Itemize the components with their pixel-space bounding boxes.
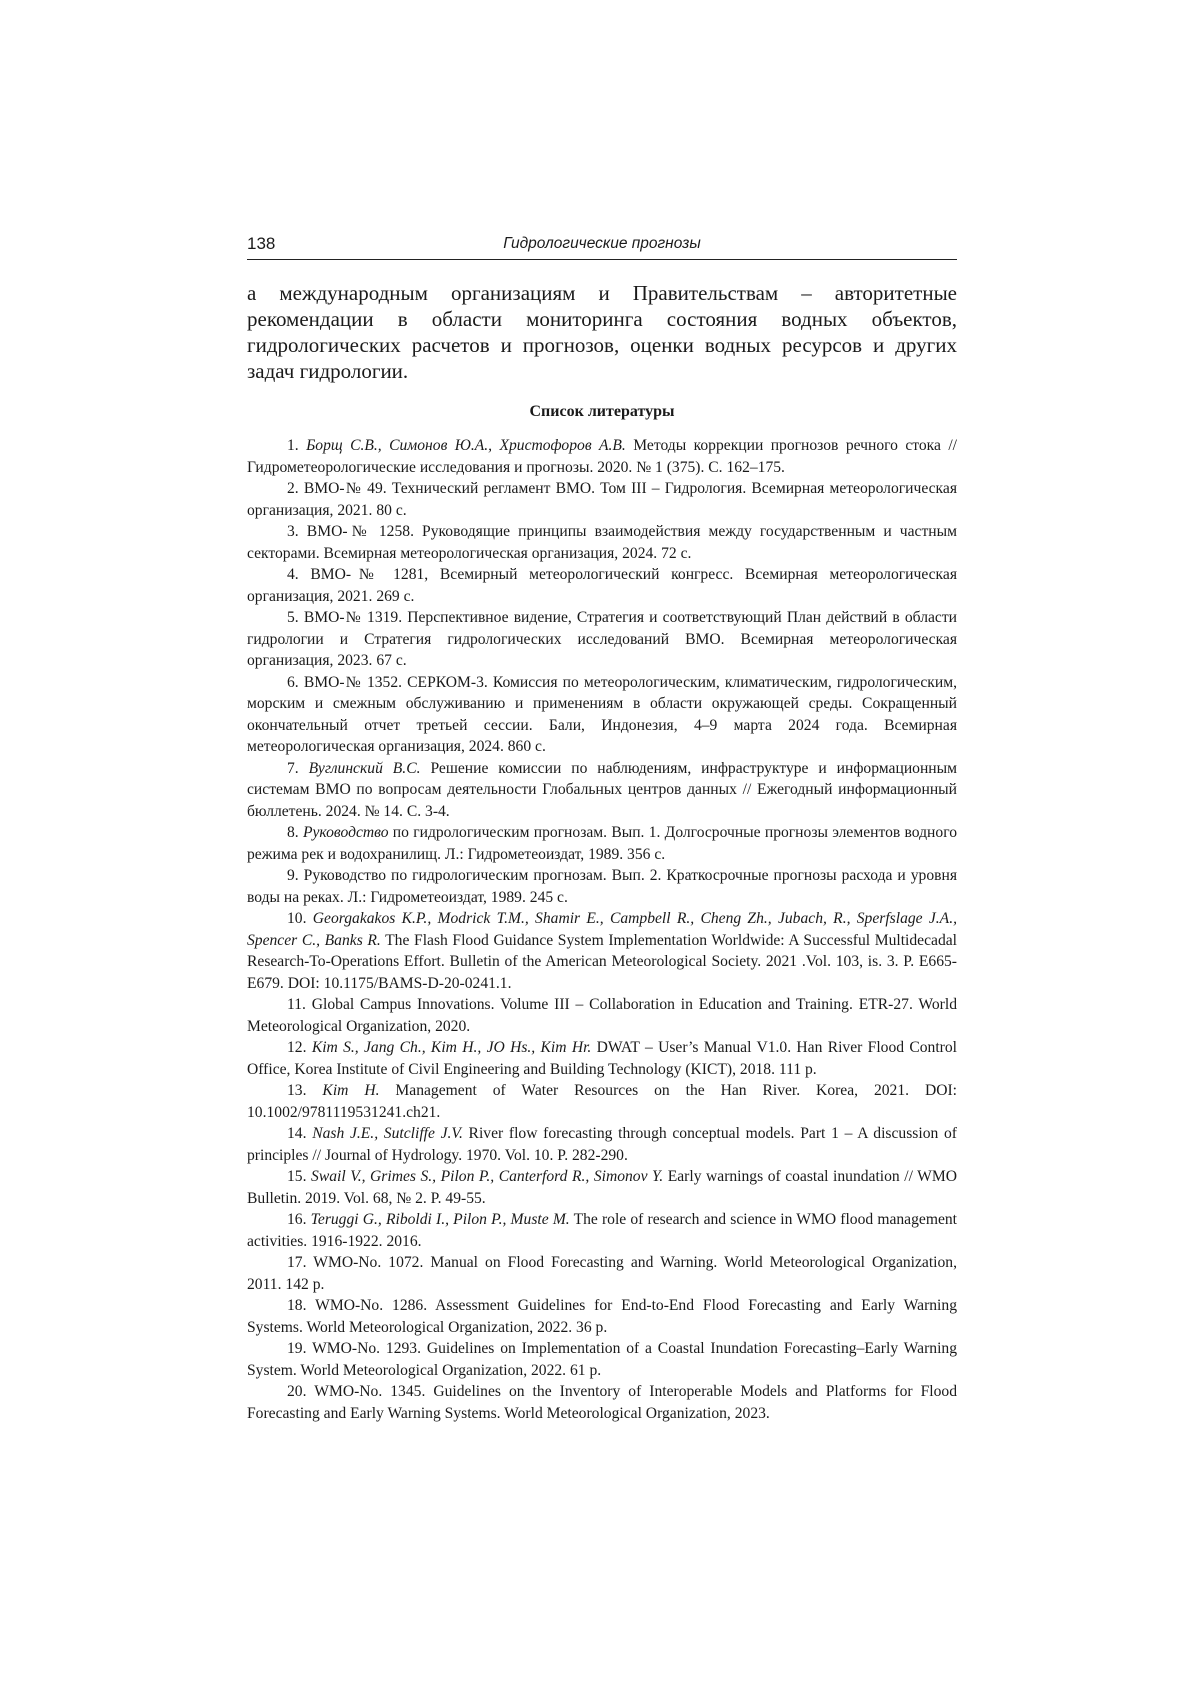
reference-item [247,1123,957,1166]
reference-text: ВМО-№ 49. Технический регламент ВМО. Том III – Гидрология. Всемирная метеорологическая организация, 2021. 80 с. [247,480,957,519]
reference-text: The role of research and science in WMO flood management activities. 1916-1922. 2016. [247,1211,957,1250]
reference-item [247,607,957,672]
reference-item [247,1338,957,1381]
reference-text: Global Campus Innovations. Volume III – Collaboration in Education and Training. ETR-27. World Meteorological Organization, 2020. [247,996,957,1035]
reference-number: 18. [287,1297,307,1314]
reference-number: 19. [287,1340,307,1357]
reference-item [247,521,957,564]
reference-item [247,1166,957,1209]
intro-paragraph: а международным организациям и Правительствам – авторитетные рекомендации в области мониторинга состояния водных объектов, гидрологических расчетов и прогнозов, оценки водных ресурсов и других задач гидрологии. [247,281,957,383]
reference-item [247,1295,957,1338]
reference-text: по гидрологическим прогнозам. Вып. 1. Долгосрочные прогнозы элементов водного режима рек и водохранилищ. Л.: Гидрометеоиздат, 1989. 356 с. [247,824,958,863]
reference-text: The Flash Flood Guidance System Implementation Worldwide: A Successful Multidecadal Research-To-Operations Effort. Bulletin of the American Meteorological Society. 2021 .Vol. 103, is. 3. P. E665-E679. DOI: 10.1175/BAMS-D-20-0241.1. [247,931,957,992]
reference-authors: Вуглинский В.С. [308,759,421,777]
reference-text: Руководство по гидрологическим прогнозам. Вып. 2. Краткосрочные прогнозы расхода и уровня воды на реках. Л.: Гидрометеоиздат, 1989. 245 с. [247,867,957,906]
reference-item [247,994,957,1037]
reference-list [247,435,957,1424]
reference-number: 7. [287,759,299,777]
reference-number: 20. [287,1383,307,1400]
reference-item [247,1209,957,1252]
references-section [247,402,957,1424]
reference-text: ВМО-№ 1352. СЕРКОМ-3. Комиссия по метеорологическим, климатическим, гидрологическим, морским и смежным обслуживанию и применениям в области окружающей среды. Сокращенный окончательный отчет третьей сессии. Бали, Индонезия, 4–9 марта 2024 года. Всемирная метеорологическая организация, 2024. 860 с. [247,673,957,755]
reference-number: 3. [287,523,299,540]
reference-authors: Teruggi G., Riboldi I., Pilon P., Muste M. [310,1211,570,1228]
reference-authors: Nash J.E., Sutcliffe J.V. [312,1125,463,1142]
references-title: Список литературы [529,403,675,420]
reference-number: 16. [287,1211,307,1228]
reference-number: 2. [287,480,299,497]
reference-item [247,1381,957,1424]
reference-text: Решение комиссии по наблюдениям, инфраструктуре и информационным системам ВМО по вопросам деятельности Глобальных центров данных // Ежегодный информационный бюллетень. 2024. № 14. С. 3-4. [247,759,957,820]
reference-item [247,865,957,908]
running-title: Гидрологические прогнозы [503,235,701,252]
page-header [247,233,957,260]
reference-item [247,758,957,823]
reference-item [247,908,957,994]
reference-authors: Swail V., Grimes S., Pilon P., Canterford R., Simonov Y. [311,1168,664,1185]
reference-text: WMO-No. 1293. Guidelines on Implementation of a Coastal Inundation Forecasting–Early Warning System. World Meteorological Organization, 2022. 61 p. [247,1340,957,1379]
reference-number: 15. [287,1168,307,1185]
page-number: 138 [247,234,276,253]
reference-number: 12. [287,1039,307,1056]
reference-text: Методы коррекции прогнозов речного стока // Гидрометеорологические исследования и прогнозы. 2020. № 1 (375). С. 162–175. [247,437,957,476]
reference-authors: Kim H. [322,1082,380,1099]
reference-text: WMO-No. 1286. Assessment Guidelines for End-to-End Flood Forecasting and Early Warning Systems. World Meteorological Organization, 2022. 36 p. [247,1297,957,1336]
reference-number: 9. [287,867,299,884]
reference-text: ВМО-№ 1319. Перспективное видение, Стратегия и соответствующий План действий в области гидрологии и Стратегия гидрологических исследований ВМО. Всемирная метеорологическая организация, 2023. 67 с. [247,609,957,669]
reference-number: 8. [287,824,299,841]
reference-number: 14. [287,1125,307,1142]
reference-text: ВМО-№ 1258. Руководящие принципы взаимодействия между государственным и частным секторами. Всемирная метеорологическая организация, 2024. 72 с. [247,523,957,562]
reference-number: 11. [287,996,306,1013]
reference-text: ВМО-№ 1281, Всемирный метеорологический конгресс. Всемирная метеорологическая организация, 2021. 269 с. [247,566,957,605]
reference-number: 6. [287,673,299,691]
reference-number: 4. [287,566,299,583]
reference-text: River flow forecasting through conceptual models. Part 1 – A discussion of principles // Journal of Hydrology. 1970. Vol. 10. P. 282-290. [247,1125,957,1164]
reference-item [247,672,957,758]
reference-number: 17. [287,1254,307,1271]
reference-item [247,478,957,521]
reference-item [247,1252,957,1295]
reference-text: WMO-No. 1072. Manual on Flood Forecasting and Warning. World Meteorological Organization, 2011. 142 p. [247,1254,957,1293]
reference-item [247,564,957,607]
reference-item [247,822,957,865]
reference-authors: Kim S., Jang Ch., Kim H., JO Hs., Kim Hr. [311,1039,592,1056]
reference-authors: Руководство [302,824,389,841]
reference-text: Management of Water Resources on the Han River. Korea, 2021. DOI: 10.1002/9781119531241.ch21. [247,1082,958,1121]
reference-item [247,435,957,478]
reference-text: WMO-No. 1345. Guidelines on the Inventory of Interoperable Models and Platforms for Flood Forecasting and Early Warning Systems. World Meteorological Organization, 2023. [247,1383,958,1422]
reference-number: 10. [287,910,307,927]
reference-text: DWAT – User’s Manual V1.0. Han River Flood Control Office, Korea Institute of Civil Engineering and Building Technology (KICT), 2018. 111 p. [247,1039,958,1078]
reference-text: Early warnings of coastal inundation // WMO Bulletin. 2019. Vol. 68, № 2. P. 49-55. [247,1168,957,1207]
reference-authors: Georgakakos K.P., Modrick T.M., Shamir E., Campbell R., Cheng Zh., Jubach, R., Sperfslage J.A., Spencer C., Banks R. [247,910,957,949]
reference-authors: Борщ С.В., Симонов Ю.А., Христофоров А.В. [306,437,626,454]
reference-item [247,1037,957,1080]
reference-item [247,1080,957,1123]
reference-number: 13. [287,1082,307,1099]
reference-number: 5. [287,609,299,626]
reference-number: 1. [287,437,299,454]
